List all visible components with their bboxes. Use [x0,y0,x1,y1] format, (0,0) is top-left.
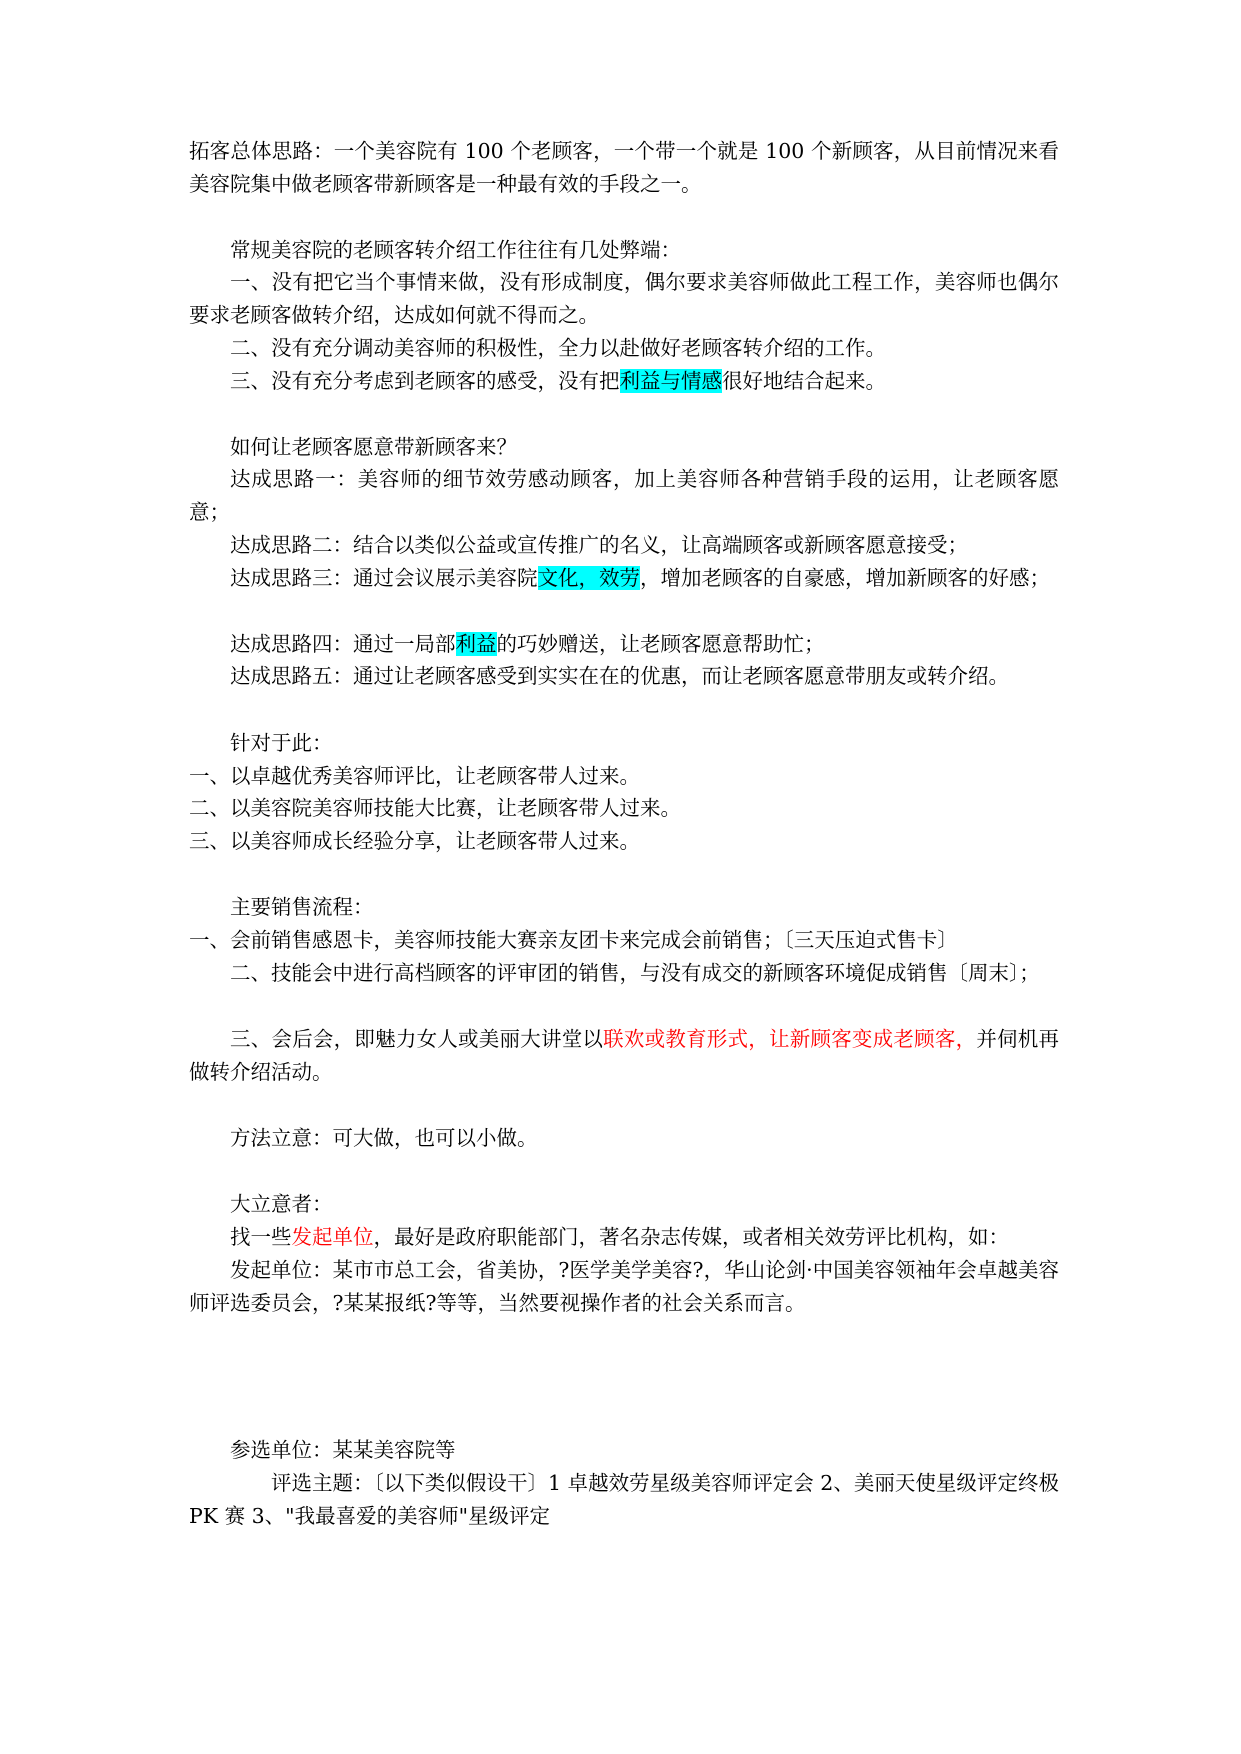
paragraph-method: 方法立意：可大做，也可以小做。 [230,1126,538,1150]
text-segment: 三、没有充分考虑到老顾客的感受，没有把 [230,369,620,393]
paragraph-participants: 参选单位：某某美容院等 [230,1438,456,1462]
paragraph-sales-2: 二、技能会中进行高档顾客的评审团的销售，与没有成交的新顾客环境促成销售〔周末〕； [230,961,1040,985]
paragraph-big-idea-heading: 大立意者： [230,1192,333,1216]
paragraph-response-2: 二、以美容院美容师技能大比赛，让老顾客带人过来。 [189,796,681,820]
paragraph-big-idea-2: 发起单位：某市市总工会，省美协，?医学美学美容?，华山论剑·中国美容领袖年会卓越美容师评选委员会，?某某报纸?等等，当然要视操作者的社会关系而言。 [189,1258,1059,1315]
text-segment: 的巧妙赠送，让老顾客愿意帮助忙； [496,632,825,656]
highlighted-text: 利益 [455,632,497,656]
paragraph-approach-4 [189,628,1059,661]
paragraph-drawback-1: 一、没有把它当个事情来做，没有形成制度，偶尔要求美容师做此工程工作，美容师也偶尔要求老顾客做转介绍，达成如何就不得而之。 [189,270,1059,327]
paragraph-big-idea-1 [189,1221,1059,1254]
paragraph-question: 如何让老顾客愿意带新顾客来？ [230,435,517,459]
paragraph-drawbacks-heading: 常规美容院的老顾客转介绍工作往往有几处弊端： [230,238,681,262]
highlighted-text: 利益与情感 [619,369,722,393]
text-segment: ，增加老顾客的自豪感，增加新顾客的好感； [640,566,1050,590]
text-segment: ，最好是政府职能部门，著名杂志传媒，或者相关效劳评比机构，如： [373,1225,1009,1249]
paragraph-response-heading: 针对于此： [230,731,333,755]
paragraph-sales-3 [189,1023,1059,1089]
paragraph-sales-1: 一、会前销售感恩卡，美容师技能大赛亲友团卡来完成会前销售；〔三天压迫式售卡〕 [189,928,958,952]
text-segment: 找一些 [230,1225,292,1249]
paragraph-response-3: 三、以美容师成长经验分享，让老顾客带人过来。 [189,829,640,853]
text-segment: 并伺机再做转介绍活动。 [189,1027,1060,1084]
red-text: 联欢或教育形式，让新顾客变成老顾客， [603,1027,977,1051]
text-segment: 达成思路四：通过一局部 [230,632,456,656]
paragraph-approach-2: 达成思路二：结合以类似公益或宣传推广的名义，让高端顾客或新顾客愿意接受； [230,533,968,557]
paragraph-drawback-3 [189,365,1059,398]
text-segment: 达成思路三：通过会议展示美容院 [230,566,538,590]
paragraph-approach-1: 达成思路一：美容师的细节效劳感动顾客，加上美容师各种营销手段的运用，让老顾客愿意； [189,467,1059,524]
paragraph-overview: 拓客总体思路：一个美容院有 100 个老顾客，一个带一个就是 100 个新顾客，从目前情况来看美容院集中做老顾客带新顾客是一种最有效的手段之一。 [189,139,1059,196]
paragraph-themes: 评选主题：〔以下类似假设干〕1 卓越效劳星级美容师评定会 2、美丽天使星级评定终极 PK 赛 3、"我最喜爱的美容师"星级评定 [189,1471,1059,1528]
text-segment: 很好地结合起来。 [722,369,886,393]
highlighted-text: 文化，效劳 [537,566,640,590]
paragraph-sales-heading: 主要销售流程： [230,895,374,919]
paragraph-approach-3 [189,562,1059,595]
text-segment: 三、会后会，即魅力女人或美丽大讲堂以 [230,1027,604,1051]
paragraph-response-1: 一、以卓越优秀美容师评比，让老顾客带人过来。 [189,764,640,788]
red-text: 发起单位 [291,1225,374,1249]
paragraph-drawback-2: 二、没有充分调动美容师的积极性，全力以赴做好老顾客转介绍的工作。 [230,336,886,360]
paragraph-approach-5: 达成思路五：通过让老顾客感受到实实在在的优惠，而让老顾客愿意带朋友或转介绍。 [230,664,1009,688]
